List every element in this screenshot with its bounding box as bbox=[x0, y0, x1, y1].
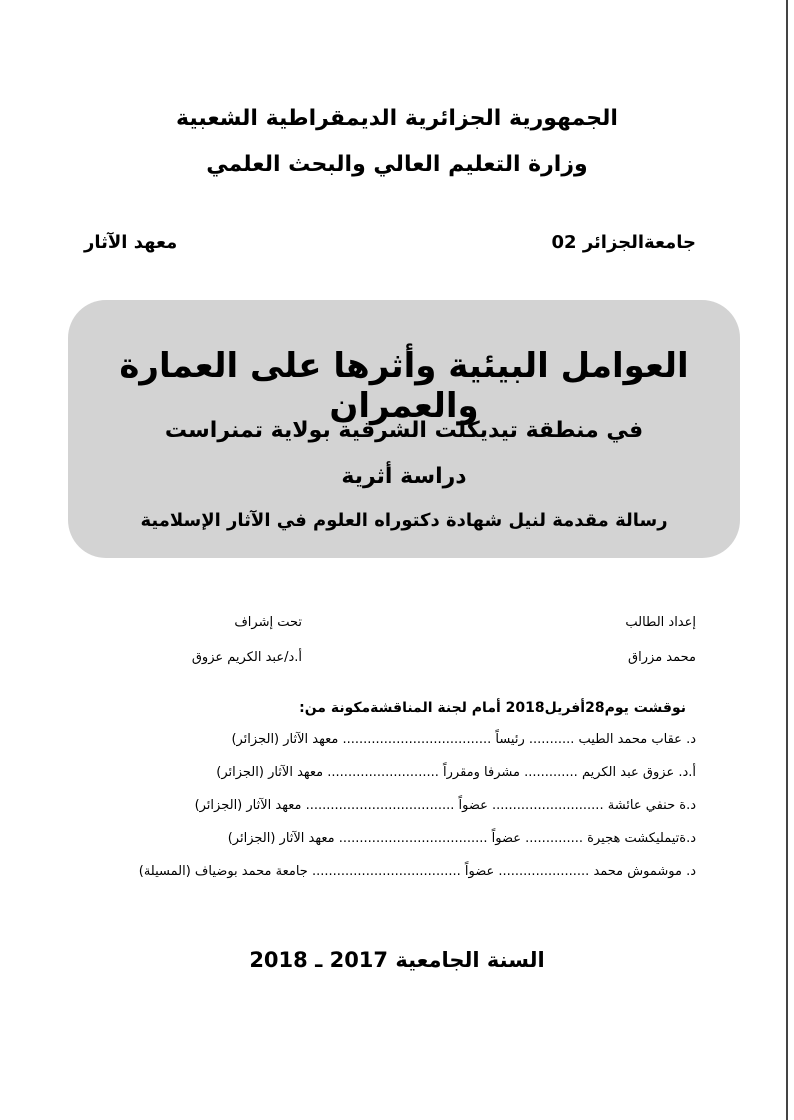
jury-name: د.ةتيمليكشت هجيرة bbox=[587, 831, 696, 846]
jury-role: عضواً bbox=[458, 798, 488, 813]
jury-dots: .................................... bbox=[342, 732, 492, 747]
jury-row bbox=[76, 765, 696, 780]
thesis-subtitle: في منطقة تيديكلت الشرقية بولاية تمنراست bbox=[164, 418, 644, 443]
academic-year: السنة الجامعية 2017 ـ 2018 bbox=[249, 948, 545, 972]
ministry-heading: وزارة التعليم العالي والبحث العلمي bbox=[206, 152, 588, 177]
defense-statement: نوقشت يوم28أفريل2018 أمام لجنة المناقشةمكونة من: bbox=[299, 700, 686, 716]
jury-name: د. عقاب محمد الطيب bbox=[578, 732, 696, 747]
student-name: محمد مزراق bbox=[628, 650, 696, 665]
thesis-main-title: العوامل البيئية وأثرها على العمارة والعمران bbox=[119, 346, 689, 426]
jury-dots: ........... bbox=[528, 732, 575, 747]
republic-heading: الجمهورية الجزائرية الديمقراطية الشعبية bbox=[176, 106, 618, 131]
university-name: جامعةالجزائر 02 bbox=[551, 232, 696, 253]
jury-affiliation: جامعة محمد بوضياف (المسيلة) bbox=[138, 864, 308, 879]
jury-row bbox=[76, 732, 696, 747]
jury-affiliation: معهد الآثار (الجزائر) bbox=[227, 831, 335, 846]
supervisor-label: تحت إشراف bbox=[234, 615, 302, 630]
title-box bbox=[68, 300, 740, 558]
jury-row bbox=[76, 864, 696, 879]
jury-role: عضواً bbox=[464, 864, 495, 879]
jury-row bbox=[76, 798, 696, 813]
student-label: إعداد الطالب bbox=[625, 615, 696, 630]
jury-dots: ............. bbox=[524, 765, 578, 780]
jury-dots: ........................... bbox=[492, 798, 604, 813]
jury-dots: .................................... bbox=[338, 831, 488, 846]
jury-role: مشرفا ومقرراً bbox=[443, 765, 520, 780]
jury-row bbox=[76, 831, 696, 846]
jury-affiliation: معهد الآثار (الجزائر) bbox=[216, 765, 324, 780]
jury-dots: .............. bbox=[525, 831, 584, 846]
institute-name: معهد الآثار bbox=[84, 232, 178, 253]
jury-role: رئيساً bbox=[495, 732, 525, 747]
jury-role: عضواً bbox=[491, 831, 522, 846]
jury-dots: ........................... bbox=[327, 765, 439, 780]
jury-name: أ.د. عزوق عبد الكريم bbox=[581, 765, 696, 780]
thesis-purpose: رسالة مقدمة لنيل شهادة دكتوراه العلوم في الآثار الإسلامية bbox=[140, 510, 668, 531]
jury-affiliation: معهد الآثار (الجزائر) bbox=[231, 732, 339, 747]
study-type: دراسة أثرية bbox=[341, 464, 467, 489]
jury-dots: .................................... bbox=[311, 864, 461, 879]
jury-affiliation: معهد الآثار (الجزائر) bbox=[194, 798, 302, 813]
supervisor-name: أ.د/عبد الكريم عزوق bbox=[191, 650, 302, 665]
jury-dots: ...................... bbox=[498, 864, 590, 879]
jury-name: د. موشموش محمد bbox=[593, 864, 696, 879]
jury-name: د.ة حنفي عائشة bbox=[607, 798, 696, 813]
jury-dots: .................................... bbox=[305, 798, 455, 813]
